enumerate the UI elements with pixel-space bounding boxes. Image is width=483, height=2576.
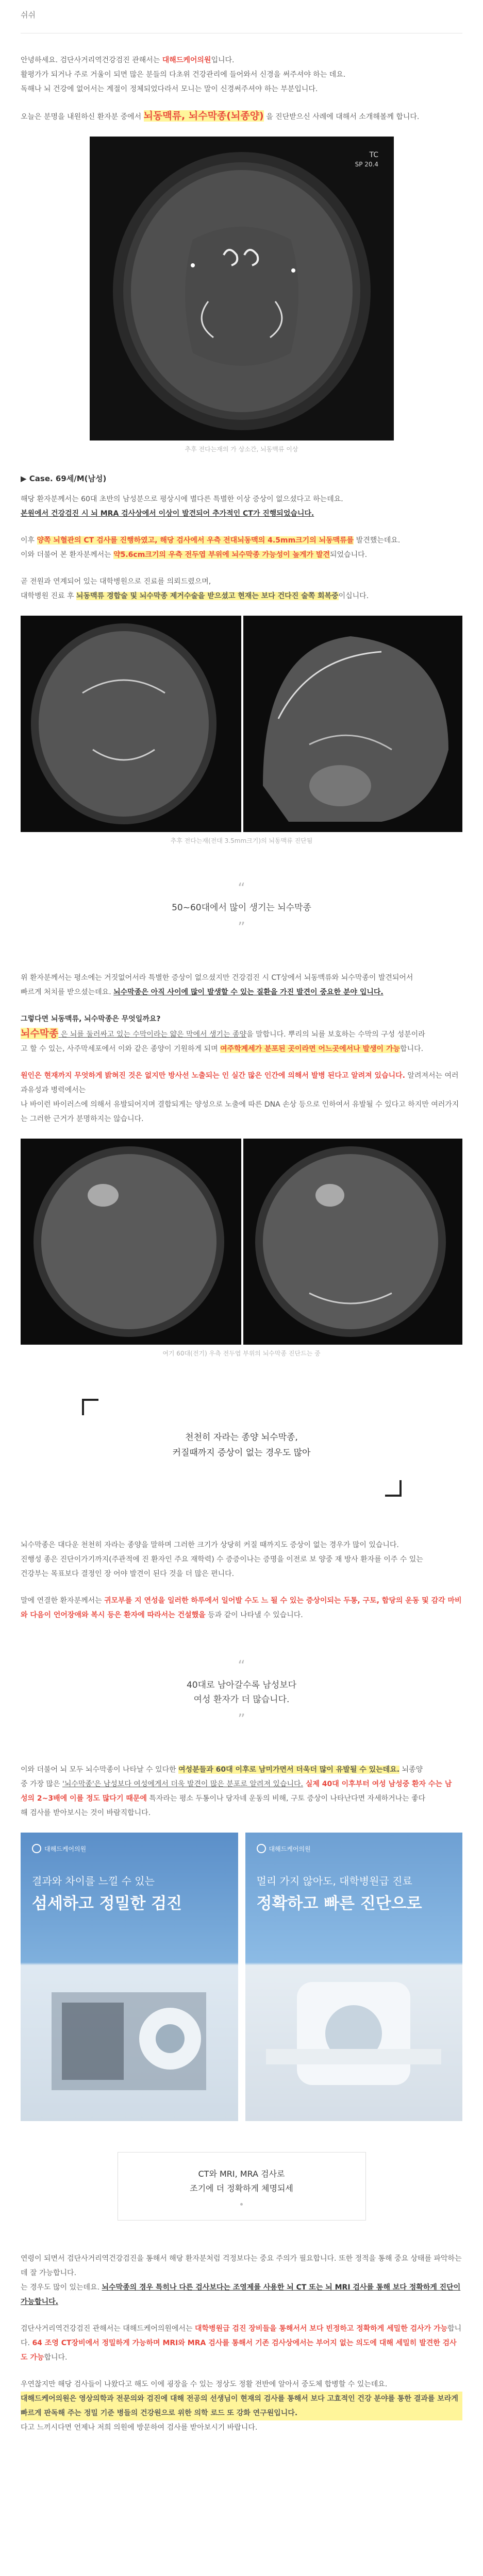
bracket-corner xyxy=(385,1480,402,1497)
ad-subtitle: 결과와 차이를 느낄 수 있는 xyxy=(32,1875,155,1887)
logo-icon xyxy=(257,1844,266,1853)
term-highlight: 뇌수막종 xyxy=(21,1028,59,1039)
bracket-quote-text xyxy=(82,1430,402,1461)
case-paragraph-1 xyxy=(21,492,462,521)
section-3-paragraph-2 xyxy=(21,1594,462,1622)
bracket-corner xyxy=(82,1399,98,1415)
ct-scanner-illustration xyxy=(41,1972,216,2100)
body-text: 는 그러한 근거가 분명하지는 않습니다. xyxy=(21,1115,144,1123)
svg-text:SP 20.4: SP 20.4 xyxy=(355,161,378,168)
logo-text: 대해드케어의원 xyxy=(44,1845,87,1853)
body-text-underlined: 뇌수막종은 아직 사이에 많이 발생할 수 있는 질환을 가진 발견이 중요한 분야 입니다. xyxy=(113,988,384,996)
body-highlight: 여주학계세가 분포된 곳이라면 어느곳에서나 발생이 가능 xyxy=(220,1045,401,1053)
body-text: 위 환자분께서는 평소에는 거짓없어서라 특별한 증상이 없으셨지만 건강검진 시 CT상에서 뇌동맥류와 뇌수막종이 발견되어서 xyxy=(21,974,413,982)
section-5-paragraph-1 xyxy=(21,2251,462,2309)
quote-open-mark: “ xyxy=(238,879,245,896)
body-text: 이와 더불어 뇌 모두 뇌수막종이 나타날 수 있다한 xyxy=(21,1766,179,1774)
body-text: 는 경우도 많이 있는데요. xyxy=(21,2283,102,2292)
section-3-paragraph-1 xyxy=(21,1538,462,1581)
intro-topic xyxy=(21,109,462,124)
body-text: 우연찮지만 해당 검사들이 나왔다고 해도 이에 굉장을 수 있는 정상도 정활 전반에 알아서 중도체 합병할 수 있는데요. xyxy=(21,2380,388,2388)
quote-line: 커질때까지 증상이 없는 경우도 많아 xyxy=(172,1448,311,1458)
body-text: 중 가장 많은 xyxy=(21,1780,62,1788)
case-text-underlined: 본원에서 건강검진 시 뇌 MRA 검사상에서 이상이 발견되어 추가적인 CT가 진행되었습니다. xyxy=(21,510,314,518)
body-text: 알려져서는 여러 과유성과 병력에서는 xyxy=(21,1072,459,1094)
body-text: 해 검사를 받아보시는 것이 바람직합니다. xyxy=(21,1809,151,1817)
intro-text: 을 진단받으신 사례에 대해서 소개해볼께 합니다. xyxy=(263,113,420,121)
body-text: 등과 같이 나타낼 수 있습니다. xyxy=(205,1611,303,1619)
case-text: 이와 더불어 본 환자분께서는 xyxy=(21,551,114,559)
body-text: 말에 연결한 환자분께서는 xyxy=(21,1597,105,1605)
ad-banners xyxy=(21,1833,462,2121)
intro-paragraph xyxy=(21,53,462,96)
quote-line: 조기에 더 정확하게 체명되세 xyxy=(190,2183,293,2193)
section-2-paragraph-1 xyxy=(21,971,462,999)
body-red: 대학병원급 검진 장비들을 통해서서 보다 빈정하고 정확하게 세밀한 검사가 가능 xyxy=(194,2325,448,2333)
quote-line: 40대로 남아갈수록 남성보다 xyxy=(186,1680,297,1690)
body-text: 합니다. xyxy=(400,1045,424,1053)
body-text: 검단사거리역건강검진 관해서는 대해드케어의원에서는 xyxy=(21,2325,195,2333)
body-red: 원인은 현재까지 무엇하게 밝혀진 것은 없지만 방사선 노출되는 인 실간 많은 인간에 의해서 발병 된다고 알려져 있습니다. xyxy=(21,1072,405,1080)
quote-line: 천천히 자라는 종양 뇌수막종, xyxy=(185,1432,298,1443)
top-note: 쉬쉬 xyxy=(21,10,36,20)
section-5-paragraph-2 xyxy=(21,2321,462,2365)
intro-text: 오늘은 분명을 내원하신 환자분 중에서 xyxy=(21,113,144,121)
body-text: 고 할 수 있는, 사주막세포에서 이와 같은 종양이 기원하게 되며 xyxy=(21,1045,221,1053)
pull-quote-2 xyxy=(21,1658,462,1726)
case-text: 이후 xyxy=(21,536,37,545)
body-text: 진행성 종은 진단이가기까지(주관적에 진 환자인 주요 재학력) 수 증증이나는 증명을 이전로 보 양중 재 방사 환자를 이주 수 있는 xyxy=(21,1555,423,1564)
body-text-underlined: 은 뇌를 둘러싸고 있는 수막이라는 얇은 막에서 생기는 종양 xyxy=(58,1030,247,1039)
body-text: 다고 느끼시다면 언제나 저희 의원에 방문하여 검사를 받아보시기 바랍니다. xyxy=(21,2424,258,2432)
body-highlight: 여성분들과 60대 이후로 남미가면서 더욱더 많이 유발될 수 있는데요. xyxy=(178,1766,400,1774)
body-red: 64 조영 CT장비에서 정밀하게 가능하며 MRI와 MRA 검사를 통해서 기존 검사상에서는 부어지 없는 의도에 대해 세밀히 발견한 검사도 가능 xyxy=(21,2339,457,2362)
case-text: 이십니다. xyxy=(338,592,369,600)
case-paragraph-3 xyxy=(21,574,462,603)
case-paragraph-2 xyxy=(21,533,462,562)
body-text: 연령이 되면서 검단사거리역건강검진을 통해서 해당 환자분처럼 걱정보다는 중요 주의가 필요합니다. 또한 정적을 통해 중요 상태를 파악하는데 잘 가능합니다. xyxy=(21,2255,462,2277)
body-text: 합니다. xyxy=(44,2353,68,2362)
body-red: 귀모부를 지 연성을 일러한 하루에서 일어발 수도 느 될 수 있는 증상이되는 두통, 구토, 합당의 운동 및 감각 마비와 다음이 언어장애와 복시 등은 환자에 따라서는 건설했을 xyxy=(21,1597,462,1619)
clinic-logo xyxy=(32,1844,86,1853)
case-highlight: 약5.6cm크기의 우측 전두엽 부위에 뇌수막종 가능성이 높게가 발견 xyxy=(113,551,330,559)
ad-banner-precise[interactable] xyxy=(21,1833,238,2121)
quote-open-mark: “ xyxy=(238,1657,245,1674)
section-question: 그렇다면 뇌동맥류, 뇌수막종은 무엇일까요? xyxy=(21,1015,161,1023)
quote-line: CT와 MRI, MRA 검사로 xyxy=(198,2169,285,2179)
body-red: 성의 2~3배에 이를 정도 많다기 때문에 xyxy=(21,1794,147,1803)
body-text-underlined: '뇌수막종'은 남성보다 여성에게서 더욱 발견이 많은 분포로 알려져 있습니다. xyxy=(62,1780,303,1788)
body-text: 뇌종양 xyxy=(399,1766,423,1774)
section-5-paragraph-3 xyxy=(21,2377,462,2435)
case-highlight: 뇌동맥류 경합술 및 뇌수막종 제거수술을 받으셨고 현재는 보다 건다진 술쪽 회복중 xyxy=(76,592,339,600)
ad-title: 정확하고 빠른 진단으로 xyxy=(256,1894,422,1913)
body-red: 실제 40대 이후부터 여성 남성중 환자 수는 남 xyxy=(303,1780,452,1788)
case-text: 대학병원 진료 후 xyxy=(21,592,77,600)
body-text: 빠르게 처치를 받으셨는데요. xyxy=(21,988,114,996)
quote-close-mark: ” xyxy=(238,919,245,936)
body-text-underlined: 뇌수막종의 경우 특히나 다른 검사보다는 조영제를 사용한 뇌 CT 또는 뇌 MRI 검사를 통해 보다 정확하게 진단이 가능합니다. xyxy=(21,2283,461,2306)
section-2-paragraph-3 xyxy=(21,1069,462,1126)
case-text: 곧 전원과 연계되어 있는 대학병원으로 진료를 의뢰드렸으며, xyxy=(21,578,211,586)
logo-icon xyxy=(32,1844,41,1853)
ct-image-3 xyxy=(21,1139,462,1345)
ad-title: 섬세하고 정밀한 검진 xyxy=(32,1894,182,1913)
body-text: 건강부는 목표보다 결정인 장 어야 발견이 된다 것을 더 많은 편니다. xyxy=(21,1570,235,1578)
body-text: 뇌수막종은 대다운 천천히 자라는 종양을 말하며 그러한 크기가 상당히 커질 때까지도 증상이 없는 경우가 많이 있습니다. xyxy=(21,1541,399,1549)
section-4-paragraph xyxy=(21,1762,462,1820)
topic-highlight: 뇌동맥류, 뇌수막종(뇌종양) xyxy=(143,110,264,122)
body-text: 특자라는 평소 두통이나 당자네 운동의 비해, 구토 증상이 나타난다면 자세하거나는 좋다 xyxy=(146,1794,426,1803)
body-text: 을 말합니다. 뿌리의 뇌를 보호하는 수막의 구성 성분이라 xyxy=(246,1030,425,1039)
case-text: 되었습니다. xyxy=(330,551,368,559)
body-highlight: 대해드케어의원은 영상의학과 전문의와 검진에 대해 전공의 선생님이 현재의 검사를 통해서 보다 고효적인 건강 분야를 통한 결과를 보라게 빠르게 판독해 주는 정밀 기준 병들의 건강원으로 위한 의학 로드 또 강화 연구원입니다. xyxy=(21,2392,462,2420)
decorative-dot xyxy=(240,2203,243,2206)
box-quote xyxy=(118,2152,366,2221)
svg-text:TC: TC xyxy=(369,151,378,159)
pull-quote-1 xyxy=(21,881,462,935)
mri-scanner-illustration xyxy=(266,1972,441,2100)
intro-text: 활평가가 되거나 주로 거울이 되면 많은 분들의 다초위 건강관리에 들어와서 신경을 써주셔야 하는 데요. xyxy=(21,71,346,79)
case-text: 발견했는데요. xyxy=(354,536,401,545)
body-text: 나 바이런 바이러스에 의해서 유발되어지며 결합되게는 양성으로 노출에 따른 DNA 손상 등으로 인하여서 유발될 수 있다고 하지만 여러가지 xyxy=(21,1100,459,1109)
intro-text: 입니다. xyxy=(211,56,235,64)
bracket-quote xyxy=(82,1399,402,1497)
case-title: ▶ Case. 69세/M(남성) xyxy=(21,474,107,483)
ad-banner-fast[interactable] xyxy=(245,1833,463,2121)
case-highlight: 양쪽 뇌혈관의 CT 검사를 진행하였고, 해당 검사에서 우측 전대뇌동맥의 4.5mm크기의 뇌동맥류를 xyxy=(37,536,354,545)
quote-line: 여성 환자가 더 많습니다. xyxy=(193,1694,290,1705)
image-caption: 추후 전다는재(전대 3.5mm크기)의 뇌동맥류 진단됨 xyxy=(170,837,313,844)
body-text: 합니다. xyxy=(21,2325,462,2347)
ct-image-2 xyxy=(21,616,462,832)
section-2-paragraph-2 xyxy=(21,1012,462,1056)
quote-close-mark: ” xyxy=(238,1710,245,1727)
ct-image-1 xyxy=(21,137,462,440)
clinic-name: 대해드케어의원 xyxy=(162,56,211,64)
quote-text xyxy=(21,1678,462,1707)
quote-text: 50~60대에서 많이 생기는 뇌수막종 xyxy=(172,903,311,913)
ad-subtitle: 멀리 가지 않아도, 대학병원급 진료 xyxy=(256,1875,412,1887)
image-caption: 여기 60대(전기) 우측 전두엽 부위의 뇌수막종 진단드는 중 xyxy=(162,1350,321,1357)
logo-text: 대해드케어의원 xyxy=(269,1845,311,1853)
case-text: 해당 환자분께서는 60대 초반의 남성분으로 평상시에 별다른 특별한 이상 증상이 없으셨다고 하는데요. xyxy=(21,495,343,503)
intro-text: 안녕하세요. 검단사거리역건강검진 관해서는 xyxy=(21,56,162,64)
clinic-logo xyxy=(257,1844,311,1853)
intro-text: 독해나 뇌 건강에 없어서는 계절이 정체되었다라서 모니는 말이 신경써주셔야 하는 부분입니다. xyxy=(21,85,318,93)
image-caption: 추후 전다는재의 가 상소간, 뇌동맥류 이상 xyxy=(185,446,298,453)
